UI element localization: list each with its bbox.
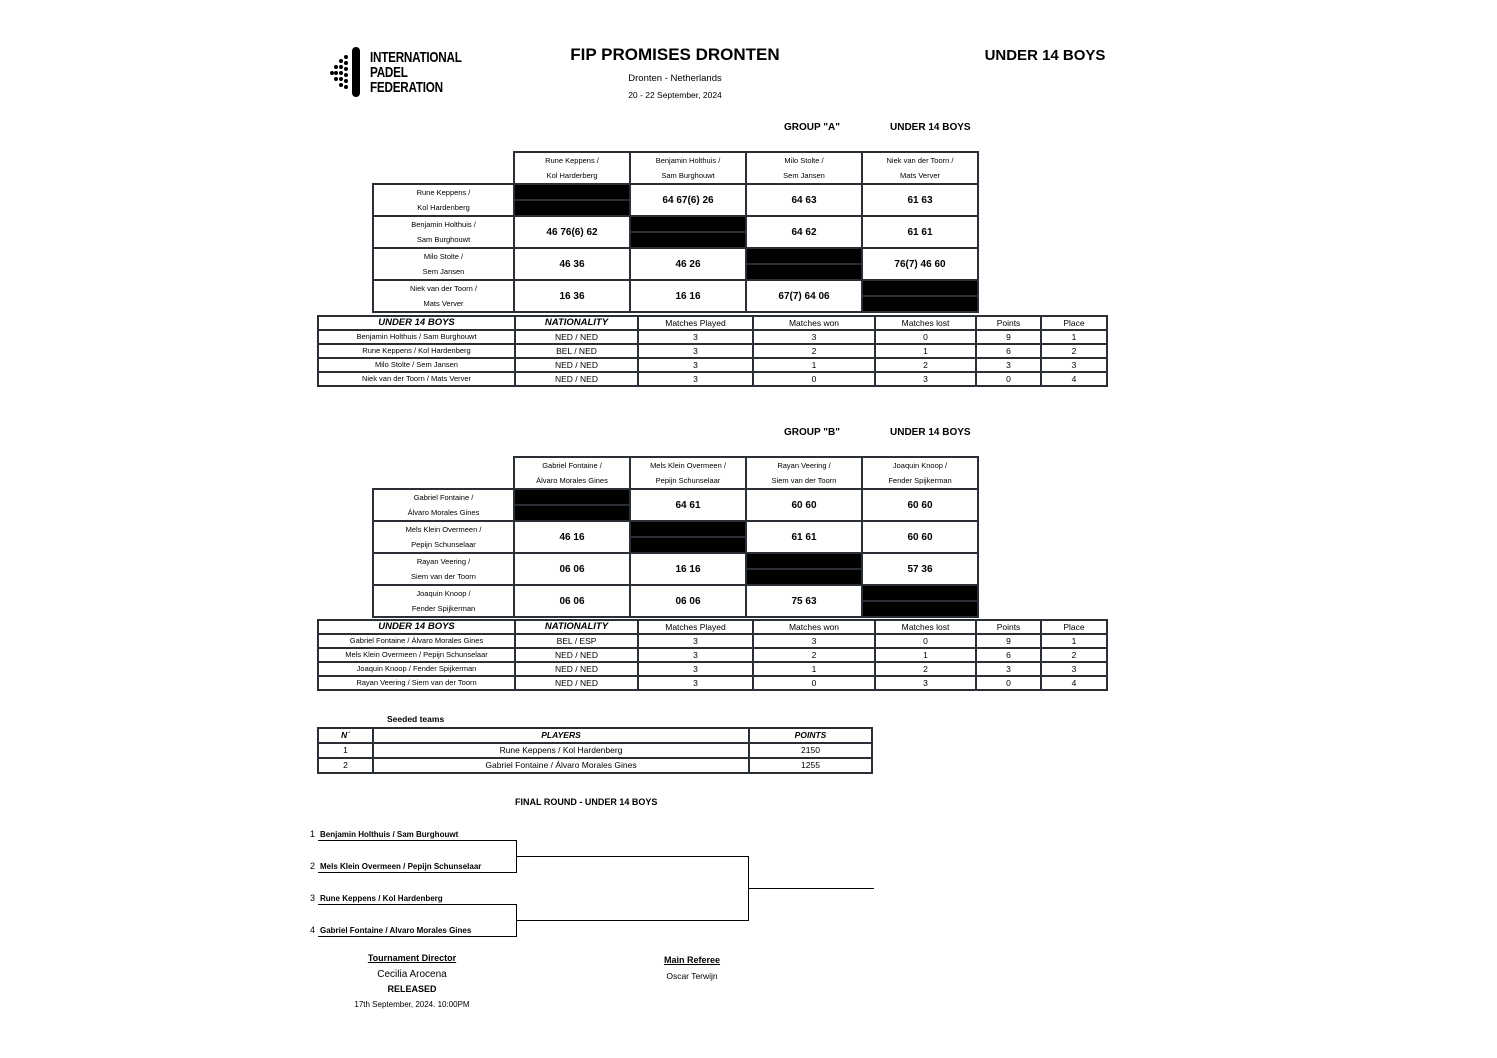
table-row: Joaquin Knoop / Fender Spijkerman NED / NED 3 1 2 3 3 <box>318 662 1107 676</box>
table-row: Niek van der Toorn / Mats Verver NED / NED 3 0 3 0 4 <box>318 372 1107 386</box>
standings-header: Matches won <box>753 316 875 330</box>
standings-header: UNDER 14 BOYS <box>318 316 515 330</box>
score-cell: 64 61 <box>630 489 746 521</box>
table-row: 1 Rune Keppens / Kol Hardenberg 2150 <box>318 743 872 758</box>
blocked-cell <box>862 280 978 312</box>
group-a-matrix <box>372 151 979 313</box>
released-date: 17th September, 2024. 10:00PM <box>354 1000 470 1009</box>
group-b-col-header: Mels Klein Overmeen / Pepijn Schunselaar <box>630 457 746 489</box>
released-label: RELEASED <box>387 984 437 994</box>
bracket-seed-number: 4 <box>310 925 316 935</box>
bracket-line <box>318 840 517 841</box>
standings-header: NATIONALITY <box>515 620 638 634</box>
group-b-row-header: Mels Klein Overmeen / Pepijn Schunselaar <box>373 521 514 553</box>
group-b-col-header: Rayan Veering / Siem van der Toorn <box>746 457 862 489</box>
group-a-col-header: Niek van der Toorn / Mats Verver <box>862 152 978 184</box>
group-b-row-header: Gabriel Fontaine / Álvaro Morales Gines <box>373 489 514 521</box>
bracket-line <box>748 888 874 889</box>
score-cell: 64 62 <box>746 216 862 248</box>
group-a-standings <box>317 315 1108 387</box>
category-title: UNDER 14 BOYS <box>984 47 1106 64</box>
logo-line-3: FEDERATION <box>370 79 443 96</box>
score-cell: 16 16 <box>630 280 746 312</box>
table-row: Gabriel Fontaine / Álvaro Morales Gines BEL / ESP 3 3 0 9 1 <box>318 634 1107 648</box>
referee-label: Main Referee <box>663 955 721 965</box>
table-row: Mels Klein Overmeen / Pepijn Schunselaar NED / NED 3 2 1 6 2 <box>318 648 1107 662</box>
standings-header: Points <box>976 316 1041 330</box>
score-cell: 67(7) 64 06 <box>746 280 862 312</box>
seeded-title: Seeded teams <box>387 714 445 724</box>
standings-header: Place <box>1041 620 1107 634</box>
score-cell: 06 06 <box>630 585 746 617</box>
score-cell: 46 36 <box>514 248 630 280</box>
group-a-category: UNDER 14 BOYS <box>890 122 971 133</box>
score-cell: 46 76(6) 62 <box>514 216 630 248</box>
bracket-line <box>318 936 517 937</box>
blocked-cell <box>630 521 746 553</box>
logo-wordmark <box>370 50 462 95</box>
seeded-header: PLAYERS <box>373 728 749 743</box>
standings-header: Place <box>1041 316 1107 330</box>
standings-header: NATIONALITY <box>515 316 638 330</box>
score-cell: 60 60 <box>746 489 862 521</box>
score-cell: 61 61 <box>862 216 978 248</box>
seeded-header: POINTS <box>749 728 872 743</box>
director-name: Cecilia Arocena <box>377 969 447 980</box>
group-b-category: UNDER 14 BOYS <box>890 427 971 438</box>
bracket-line <box>516 856 749 857</box>
seeded-table <box>317 727 873 774</box>
score-cell: 61 63 <box>862 184 978 216</box>
blocked-cell <box>746 553 862 585</box>
blocked-cell <box>630 216 746 248</box>
logo-line-1: INTERNATIONAL <box>370 49 462 66</box>
score-cell: 16 16 <box>630 553 746 585</box>
group-b-col-header: Joaquin Knoop / Fender Spijkerman <box>862 457 978 489</box>
bracket-line <box>516 920 749 921</box>
group-a-row-header: Rune Keppens / Kol Hardenberg <box>373 184 514 216</box>
group-a-col-header: Milo Stolte / Sem Jansen <box>746 152 862 184</box>
standings-header: Points <box>976 620 1041 634</box>
blocked-cell <box>514 184 630 216</box>
page-title: FIP PROMISES DRONTEN <box>570 45 780 64</box>
score-cell: 60 60 <box>862 489 978 521</box>
bracket-seed-number: 1 <box>310 829 316 839</box>
score-cell: 75 63 <box>746 585 862 617</box>
group-b-col-header: Gabriel Fontaine / Álvaro Morales Gines <box>514 457 630 489</box>
standings-header: Matches lost <box>875 620 976 634</box>
fip-logo-icon <box>330 45 364 99</box>
standings-header: Matches won <box>753 620 875 634</box>
score-cell: 57 36 <box>862 553 978 585</box>
standings-header: Matches Played <box>638 316 753 330</box>
blocked-cell <box>746 248 862 280</box>
bracket-entry: Gabriel Fontaine / Alvaro Morales Gines <box>320 926 472 935</box>
score-cell: 16 36 <box>514 280 630 312</box>
bracket-entry: Rune Keppens / Kol Hardenberg <box>320 894 443 903</box>
group-a-label: GROUP "A" <box>784 122 840 133</box>
bracket-entry: Mels Klein Overmeen / Pepijn Schunselaar <box>320 862 482 871</box>
score-cell: 64 63 <box>746 184 862 216</box>
group-a-row-header: Benjamin Holthuis / Sam Burghouwt <box>373 216 514 248</box>
standings-header: UNDER 14 BOYS <box>318 620 515 634</box>
group-a-row-header: Niek van der Toorn / Mats Verver <box>373 280 514 312</box>
table-row: Milo Stolte / Sem Jansen NED / NED 3 1 2 3 3 <box>318 358 1107 372</box>
group-a-col-header: Rune Keppens / Kol Harderberg <box>514 152 630 184</box>
logo-line-2: PADEL <box>370 64 408 81</box>
table-row: Rune Keppens / Kol Hardenberg BEL / NED 3 2 1 6 2 <box>318 344 1107 358</box>
table-row: Benjamin Holthuis / Sam Burghouwt NED / NED 3 3 0 9 1 <box>318 330 1107 344</box>
table-row: Rayan Veering / Siem van der Toorn NED / NED 3 0 3 0 4 <box>318 676 1107 690</box>
group-b-row-header: Rayan Veering / Siem van der Toorn <box>373 553 514 585</box>
score-cell: 06 06 <box>514 585 630 617</box>
seeded-header: N´ <box>318 728 373 743</box>
score-cell: 61 61 <box>746 521 862 553</box>
final-round-title: FINAL ROUND - UNDER 14 BOYS <box>515 797 658 807</box>
standings-header: Matches Played <box>638 620 753 634</box>
blocked-cell <box>862 585 978 617</box>
referee-name: Oscar Terwijn <box>666 971 718 981</box>
bracket-line <box>318 904 517 905</box>
bracket-seed-number: 3 <box>310 893 316 903</box>
bracket-line <box>318 872 517 873</box>
group-b-matrix <box>372 456 979 618</box>
bracket-entry: Benjamin Holthuis / Sam Burghouwt <box>320 830 459 839</box>
location: Dronten - Netherlands <box>628 73 722 84</box>
group-b-row-header: Joaquin Knoop / Fender Spijkerman <box>373 585 514 617</box>
group-a-row-header: Milo Stolte / Sem Jansen <box>373 248 514 280</box>
group-a-col-header: Benjamin Holthuis / Sam Burghouwt <box>630 152 746 184</box>
score-cell: 76(7) 46 60 <box>862 248 978 280</box>
dates: 20 - 22 September, 2024 <box>628 90 722 100</box>
score-cell: 46 26 <box>630 248 746 280</box>
director-label: Tournament Director <box>367 953 457 963</box>
bracket-seed-number: 2 <box>310 861 316 871</box>
score-cell: 46 16 <box>514 521 630 553</box>
group-b-label: GROUP "B" <box>784 427 840 438</box>
standings-header: Matches lost <box>875 316 976 330</box>
table-row: 2 Gabriel Fontaine / Álvaro Morales Gines 1255 <box>318 758 872 773</box>
blocked-cell <box>514 489 630 521</box>
score-cell: 64 67(6) 26 <box>630 184 746 216</box>
score-cell: 06 06 <box>514 553 630 585</box>
score-cell: 60 60 <box>862 521 978 553</box>
group-b-standings <box>317 619 1108 691</box>
